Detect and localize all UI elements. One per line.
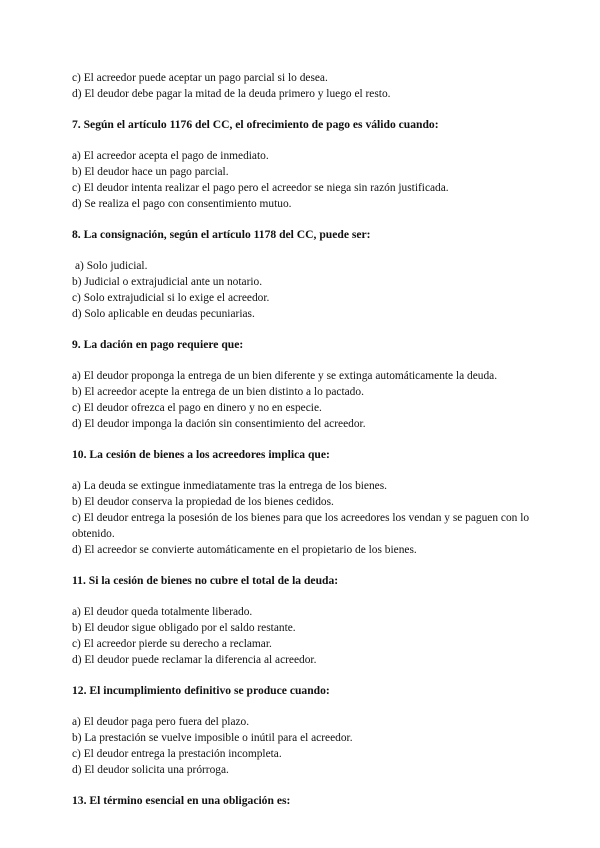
question-title: 7. Según el artículo 1176 del CC, el ofrecimiento de pago es válido cuando: — [72, 118, 439, 131]
question-title: 8. La consignación, según el artículo 1178 del CC, puede ser: — [72, 228, 371, 241]
option-d: d) El deudor imponga la dación sin consentimiento del acreedor. — [72, 418, 366, 430]
question-13 — [72, 793, 542, 809]
question-7 — [72, 117, 542, 212]
question-title: 13. El término esencial en una obligación es: — [72, 794, 291, 807]
question-title: 10. La cesión de bienes a los acreedores implica que: — [72, 448, 330, 461]
option-d: d) El deudor debe pagar la mitad de la deuda primero y luego el resto. — [72, 88, 391, 100]
option-d: d) El deudor solicita una prórroga. — [72, 764, 229, 776]
question-title: 9. La dación en pago requiere que: — [72, 338, 244, 351]
option-c: c) El deudor intenta realizar el pago pero el acreedor se niega sin razón justificada. — [72, 182, 449, 194]
option-a: a) El acreedor acepta el pago de inmediato. — [72, 150, 269, 162]
option-b: b) El acreedor acepte la entrega de un bien distinto a lo pactado. — [72, 386, 364, 398]
option-c: c) Solo extrajudicial si lo exige el acreedor. — [72, 292, 270, 304]
option-a: a) El deudor queda totalmente liberado. — [72, 606, 253, 618]
question-8 — [72, 227, 542, 322]
document-body — [72, 70, 542, 824]
option-c: c) El acreedor pierde su derecho a reclamar. — [72, 638, 272, 650]
option-c: c) El deudor entrega la prestación incompleta. — [72, 748, 282, 760]
question-11 — [72, 573, 542, 668]
option-a: a) El deudor paga pero fuera del plazo. — [72, 716, 250, 728]
option-d: d) El acreedor se convierte automáticamente en el propietario de los bienes. — [72, 544, 417, 556]
option-b: b) El deudor sigue obligado por el saldo restante. — [72, 622, 296, 634]
option-d: d) El deudor puede reclamar la diferencia al acreedor. — [72, 654, 317, 666]
option-c: c) El deudor entrega la posesión de los bienes para que los acreedores los vendan y se paguen con lo obtenido. — [72, 512, 530, 540]
question-title: 11. Si la cesión de bienes no cubre el total de la deuda: — [72, 574, 339, 587]
question-title: 12. El incumplimiento definitivo se produce cuando: — [72, 684, 330, 697]
option-c: c) El acreedor puede aceptar un pago parcial si lo desea. — [72, 72, 328, 84]
option-d: d) Se realiza el pago con consentimiento mutuo. — [72, 198, 292, 210]
question-10 — [72, 447, 542, 558]
question-9 — [72, 337, 542, 432]
option-b: b) Judicial o extrajudicial ante un notario. — [72, 276, 263, 288]
option-c: c) El deudor ofrezca el pago en dinero y no en especie. — [72, 402, 322, 414]
option-b: b) La prestación se vuelve imposible o inútil para el acreedor. — [72, 732, 353, 744]
option-b: b) El deudor conserva la propiedad de los bienes cedidos. — [72, 496, 334, 508]
option-a: a) Solo judicial. — [75, 260, 148, 272]
question-12 — [72, 683, 542, 778]
option-a: a) El deudor proponga la entrega de un bien diferente y se extinga automáticamente la deuda. — [72, 370, 498, 382]
option-b: b) El deudor hace un pago parcial. — [72, 166, 229, 178]
option-d: d) Solo aplicable en deudas pecuniarias. — [72, 308, 255, 320]
option-a: a) La deuda se extingue inmediatamente tras la entrega de los bienes. — [72, 480, 388, 492]
intro-options — [72, 70, 542, 102]
